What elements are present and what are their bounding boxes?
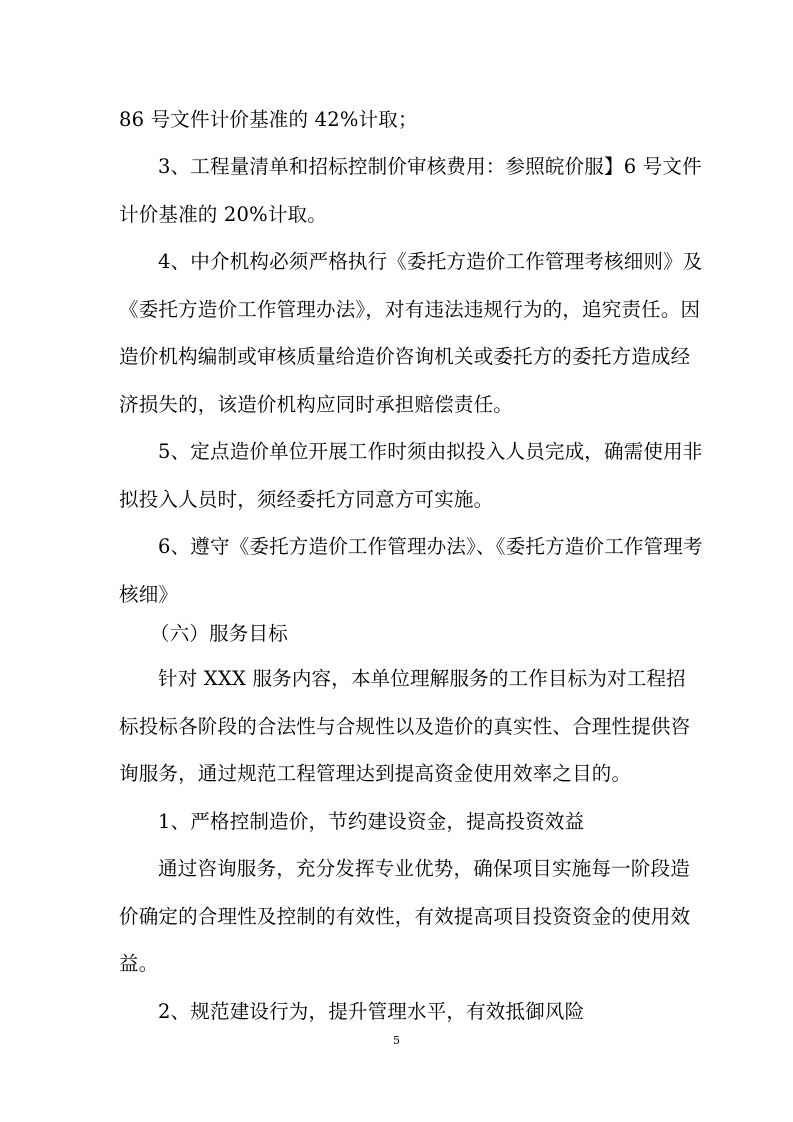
text-line: 造价机构编制或审核质量给造价咨询机关或委托方的委托方造成经 bbox=[119, 345, 691, 368]
text-line: 核细》 bbox=[119, 583, 179, 606]
page-number: 5 bbox=[393, 1034, 400, 1047]
text-line: 2、规范建设行为，提升管理水平，有效抵御风险 bbox=[158, 1000, 585, 1023]
text-line: 5、定点造价单位开展工作时须由拟投入人员完成，确需使用非 bbox=[158, 440, 703, 463]
text-line: 《委托方造价工作管理办法》，对有违法违规行为的，追究责任。因 bbox=[119, 298, 701, 321]
text-line: 6、遵守《委托方造价工作管理办法》、《委托方造价工作管理考 bbox=[158, 535, 703, 558]
text-line: 询服务，通过规范工程管理达到提高资金使用效率之目的。 bbox=[119, 762, 632, 785]
text-line: 通过咨询服务，充分发挥专业优势，确保项目实施每一阶段造 bbox=[158, 857, 690, 880]
text-line: 价确定的合理性及控制的有效性，有效提高项目投资资金的使用效 bbox=[119, 905, 691, 928]
text-line: 济损失的，该造价机构应同时承担赔偿责任。 bbox=[119, 393, 514, 416]
text-line: 3、工程量清单和招标控制价审核费用：参照皖价服】6 号文件 bbox=[158, 155, 702, 178]
text-line: 拟投入人员时，须经委托方同意方可实施。 bbox=[119, 488, 494, 511]
text-line: 计价基准的 20%计取。 bbox=[119, 203, 327, 226]
section-heading: （六）服务目标 bbox=[150, 622, 288, 645]
text-line: 86 号文件计价基准的 42%计取； bbox=[119, 108, 418, 131]
text-line: 标投标各阶段的合法性与合规性以及造价的真实性、合理性提供咨 bbox=[119, 715, 691, 738]
text-line: 4、中介机构必须严格执行《委托方造价工作管理考核细则》及 bbox=[158, 250, 703, 273]
text-line: 针对 XXX 服务内容，本单位理解服务的工作目标为对工程招 bbox=[158, 667, 686, 690]
text-line: 益。 bbox=[119, 952, 159, 975]
text-line: 1、严格控制造价，节约建设资金，提高投资效益 bbox=[158, 810, 585, 833]
